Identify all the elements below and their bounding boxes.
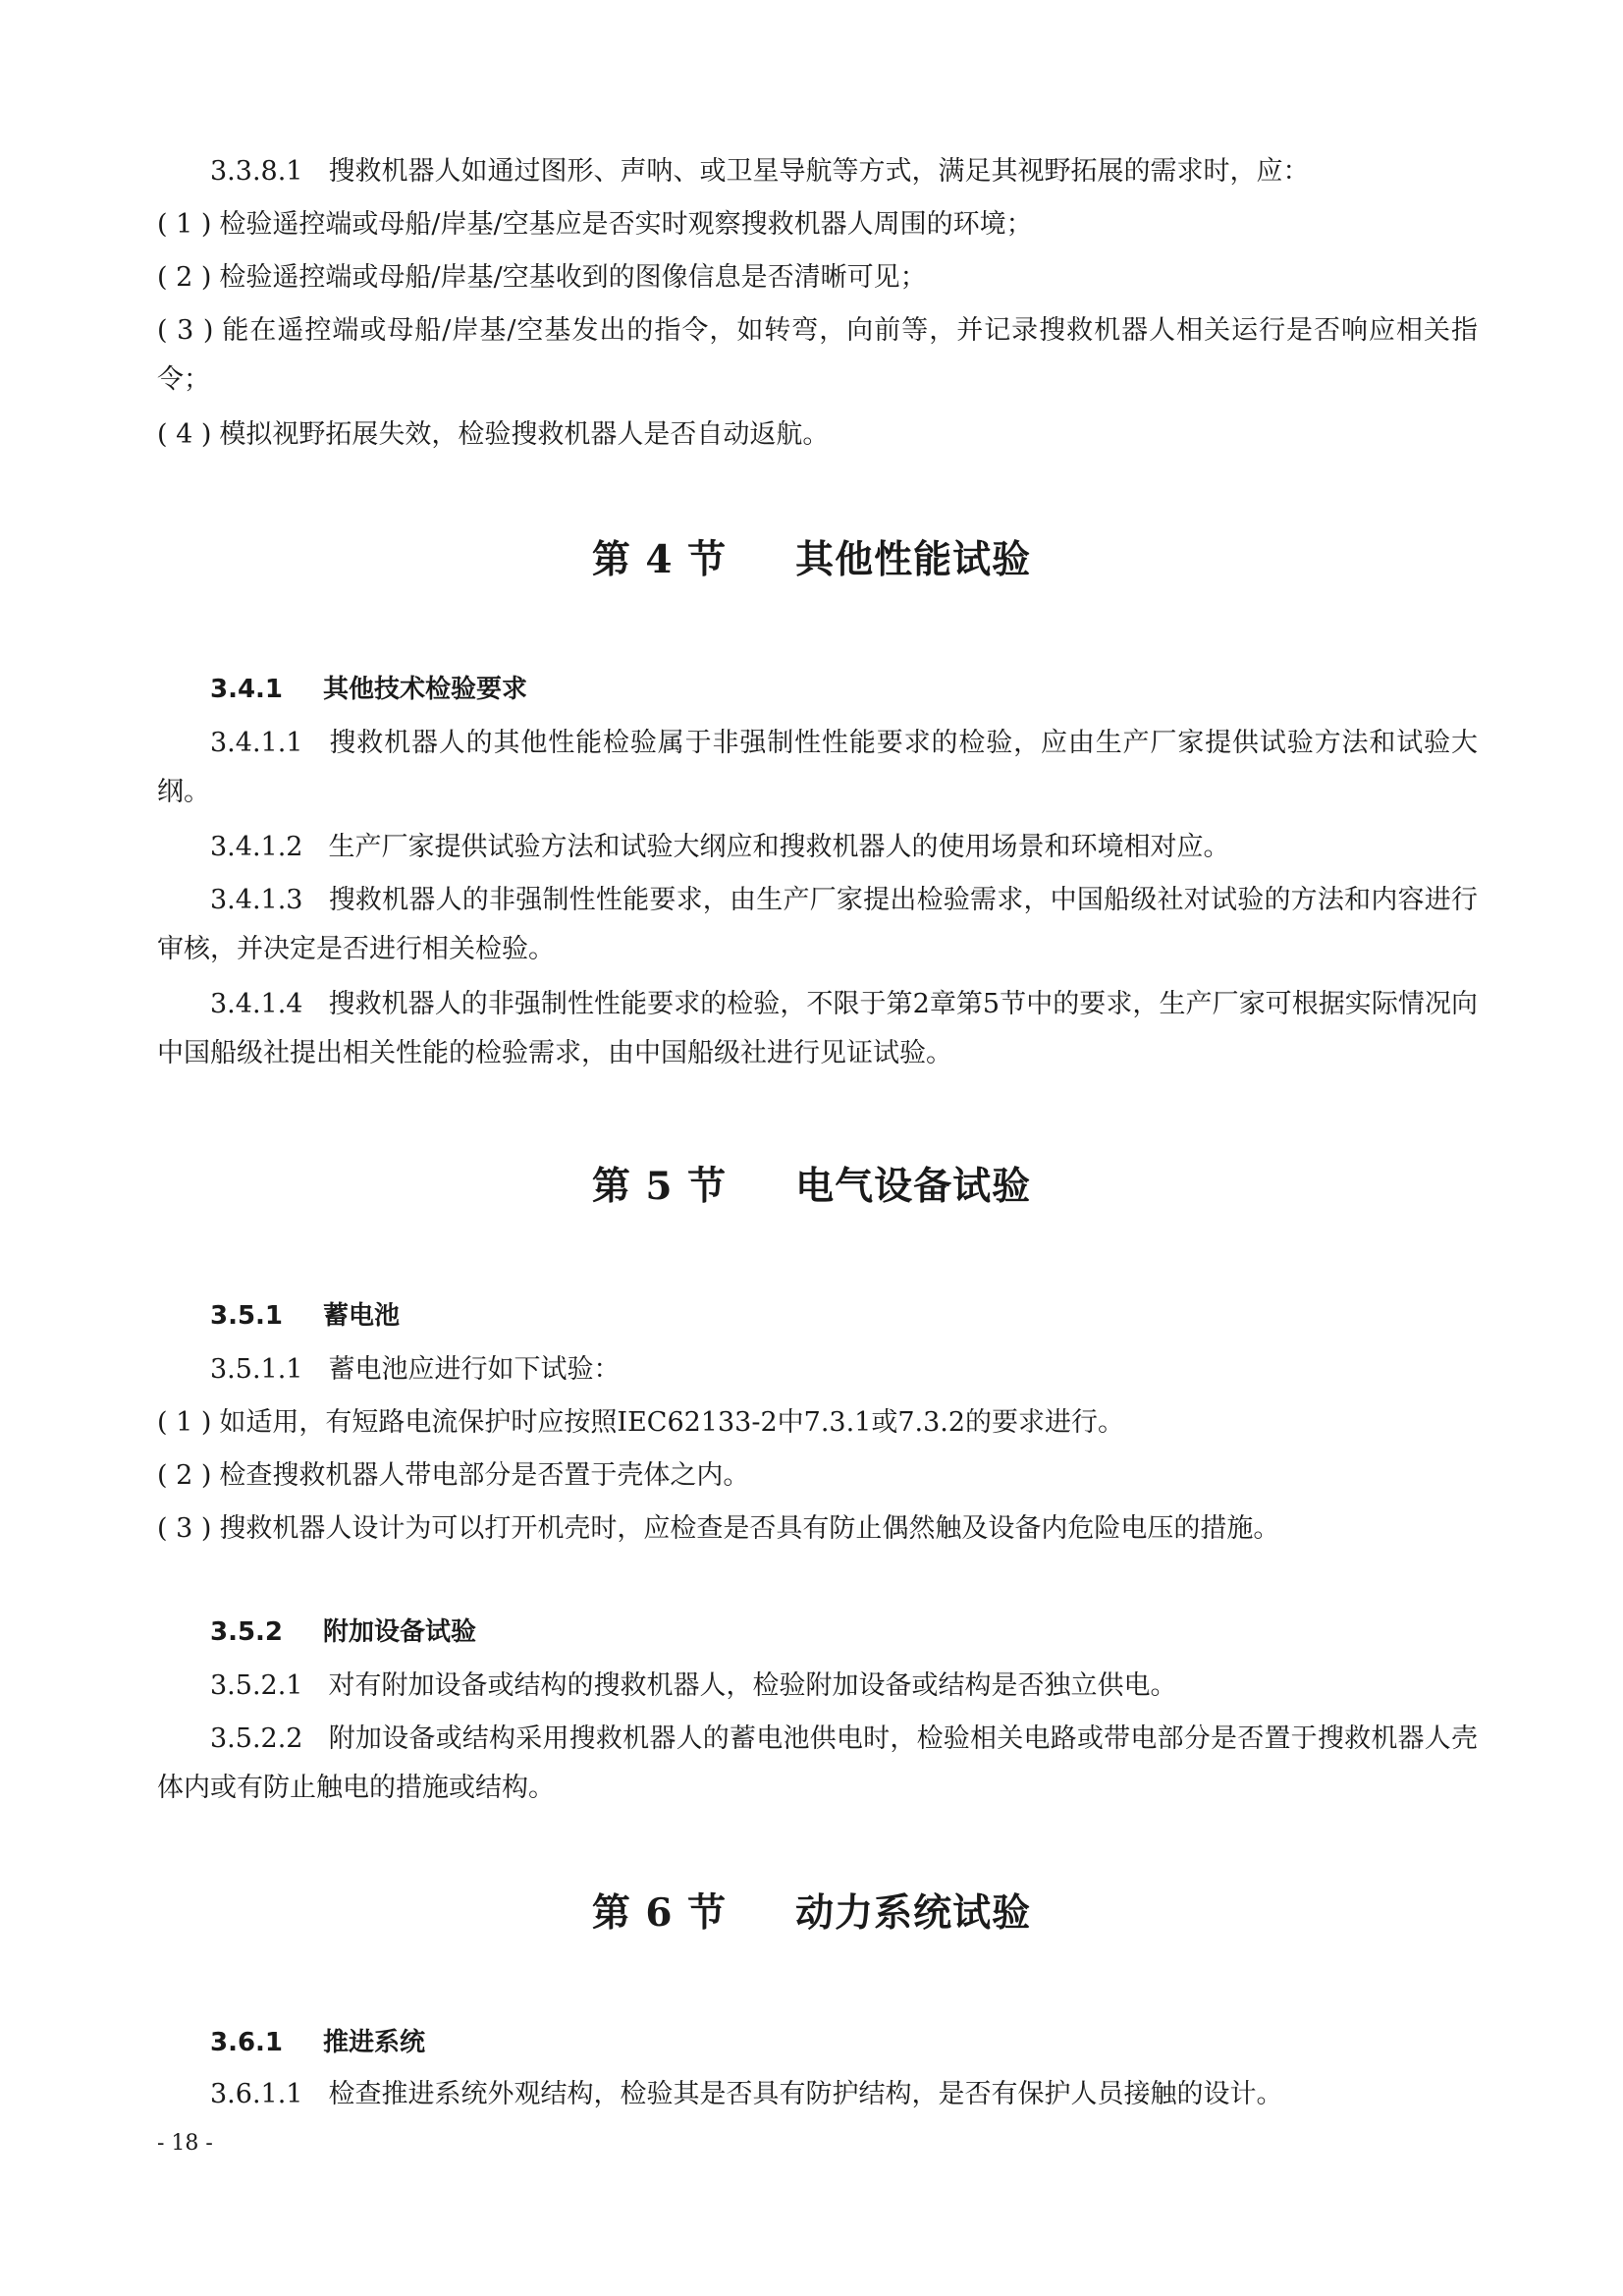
- clause-number: 3.5.2.2: [210, 1723, 303, 1754]
- subsection-heading-3-4-1: [210, 668, 527, 711]
- clause-text: 生产厂家提供试验方法和试验大纲应和搜救机器人的使用场景和环境相对应。: [328, 832, 1230, 862]
- item-text: 检验遥控端或母船/岸基/空基应是否实时观察搜救机器人周围的环境；: [219, 209, 1033, 240]
- section-number: 第 6 节: [591, 1890, 728, 1936]
- list-item: [157, 1398, 1478, 1448]
- section-number: 第 4 节: [591, 537, 728, 582]
- paragraph-3-4-1-2: [157, 823, 1478, 872]
- clause-number: 3.4.1.3: [210, 885, 303, 915]
- clause-text: 检查推进系统外观结构，检验其是否具有防护结构，是否有保护人员接触的设计。: [328, 2079, 1283, 2109]
- subsection-number: 3.4.1: [210, 675, 284, 704]
- clause-text: 搜救机器人的非强制性性能要求，由生产厂家提出检验需求，中国船级社对试验的方法和内容进行审核，并决定是否进行相关检验。: [157, 885, 1478, 964]
- section-title: 动力系统试验: [795, 1890, 1032, 1936]
- item-number: ( 3 ): [157, 315, 214, 346]
- section-title: 电气设备试验: [795, 1164, 1032, 1209]
- clause-number: 3.3.8.1: [210, 156, 303, 187]
- item-text: 能在遥控端或母船/岸基/空基发出的指令，如转弯，向前等，并记录搜救机器人相关运行是否响应相关指令；: [157, 315, 1478, 395]
- item-text: 检查搜救机器人带电部分是否置于壳体之内。: [219, 1460, 750, 1491]
- list-item: [157, 200, 1478, 249]
- list-item: [157, 1504, 1478, 1554]
- clause-text: 搜救机器人如通过图形、声呐、或卫星导航等方式，满足其视野拓展的需求时，应：: [328, 156, 1310, 187]
- clause-text: 对有附加设备或结构的搜救机器人，检验附加设备或结构是否独立供电。: [328, 1670, 1177, 1701]
- section-heading-6: [0, 1884, 1623, 1942]
- subsection-number: 3.6.1: [210, 2028, 284, 2057]
- subsection-heading-3-5-1: [210, 1294, 400, 1338]
- list-item: [157, 1451, 1478, 1501]
- paragraph-3-4-1-4: [157, 980, 1478, 1078]
- item-text: 如适用，有短路电流保护时应按照IEC62133-2中7.3.1或7.3.2的要求进行。: [219, 1407, 1125, 1438]
- item-number: ( 3 ): [157, 1513, 212, 1544]
- subsection-title: 推进系统: [323, 2028, 426, 2057]
- clause-number: 3.5.1.1: [210, 1354, 303, 1385]
- item-text: 检验遥控端或母船/岸基/空基收到的图像信息是否清晰可见；: [219, 262, 927, 293]
- paragraph-3-3-8-1: [157, 147, 1478, 196]
- clause-text: 附加设备或结构采用搜救机器人的蓄电池供电时，检验相关电路或带电部分是否置于搜救机器人壳体内或有防止触电的措施或结构。: [157, 1723, 1478, 1803]
- subsection-title: 附加设备试验: [323, 1617, 477, 1647]
- page-number: - 18 -: [157, 2131, 213, 2156]
- paragraph-3-4-1-1: [157, 719, 1478, 817]
- clause-text: 搜救机器人的其他性能检验属于非强制性性能要求的检验，应由生产厂家提供试验方法和试验大纲。: [157, 728, 1478, 807]
- item-number: ( 1 ): [157, 1407, 212, 1438]
- list-item: [157, 306, 1478, 405]
- clause-number: 3.4.1.4: [210, 989, 303, 1019]
- item-text: 搜救机器人设计为可以打开机壳时，应检查是否具有防止偶然触及设备内危险电压的措施。: [219, 1513, 1280, 1544]
- clause-number: 3.4.1.1: [210, 728, 303, 758]
- subsection-title: 蓄电池: [323, 1301, 401, 1331]
- list-item: [157, 253, 1478, 302]
- paragraph-3-5-1-1: [157, 1345, 1478, 1394]
- item-number: ( 2 ): [157, 262, 212, 293]
- list-item: [157, 410, 1478, 460]
- subsection-number: 3.5.2: [210, 1617, 284, 1647]
- subsection-heading-3-5-2: [210, 1611, 476, 1654]
- item-number: ( 1 ): [157, 209, 212, 240]
- item-text: 模拟视野拓展失效，检验搜救机器人是否自动返航。: [219, 419, 830, 450]
- subsection-title: 其他技术检验要求: [323, 675, 528, 704]
- clause-number: 3.6.1.1: [210, 2079, 303, 2109]
- paragraph-3-5-2-2: [157, 1715, 1478, 1813]
- clause-text: 搜救机器人的非强制性性能要求的检验，不限于第2章第5节中的要求，生产厂家可根据实际情况向中国船级社提出相关性能的检验需求，由中国船级社进行见证试验。: [157, 989, 1478, 1068]
- clause-number: 3.4.1.2: [210, 832, 303, 862]
- section-heading-5: [0, 1157, 1623, 1216]
- item-number: ( 4 ): [157, 419, 212, 450]
- section-heading-4: [0, 530, 1623, 589]
- section-number: 第 5 节: [591, 1164, 728, 1209]
- paragraph-3-5-2-1: [157, 1662, 1478, 1711]
- subsection-number: 3.5.1: [210, 1301, 284, 1331]
- clause-text: 蓄电池应进行如下试验：: [328, 1354, 621, 1385]
- paragraph-3-4-1-3: [157, 876, 1478, 974]
- subsection-heading-3-6-1: [210, 2021, 425, 2064]
- section-title: 其他性能试验: [795, 537, 1032, 582]
- clause-number: 3.5.2.1: [210, 1670, 303, 1701]
- item-number: ( 2 ): [157, 1460, 212, 1491]
- paragraph-3-6-1-1: [157, 2070, 1478, 2119]
